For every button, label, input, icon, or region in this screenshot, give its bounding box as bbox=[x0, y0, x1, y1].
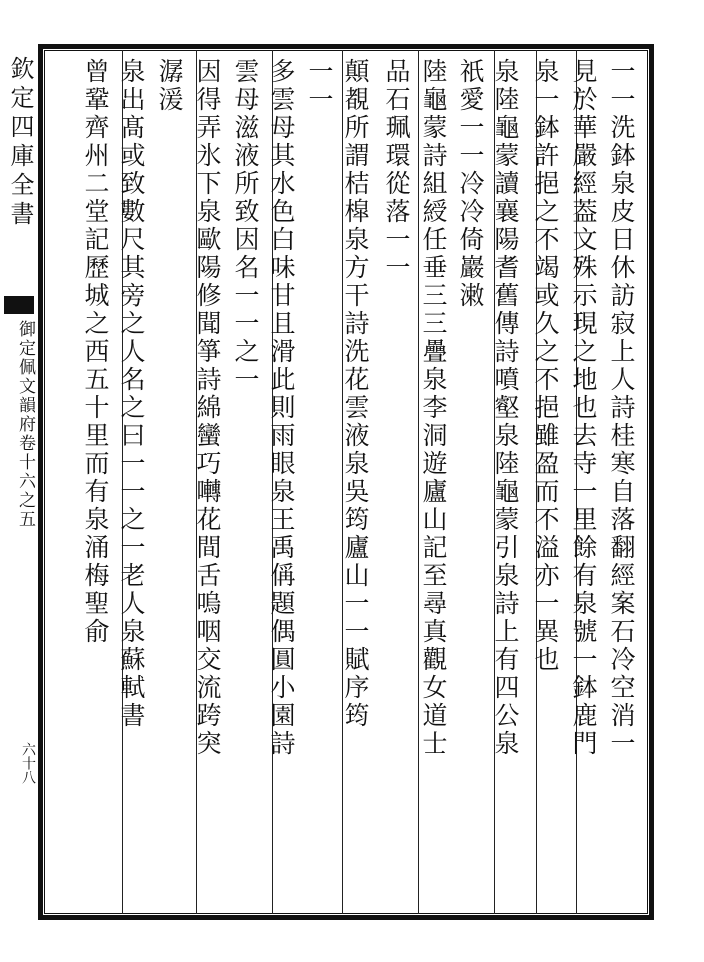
book-title: 欽定四庫全書 bbox=[6, 56, 34, 230]
text-column: 陸龜蒙詩組綬任垂三三疊泉李洞遊廬山記至尋真觀女道士 bbox=[419, 58, 448, 758]
text-column: 見於華嚴經葢文殊示現之地也去寺一里餘有泉號一鉢鹿門 bbox=[569, 58, 598, 758]
text-column: 一一洗鉢泉皮日休訪寂上人詩桂寒自落翻經案石冷空消一 bbox=[607, 58, 636, 758]
text-column: 泉出髙或致數尺其旁之人名之曰一一之一老人泉蘇軾書 bbox=[117, 58, 146, 730]
fishtail-mark bbox=[4, 296, 34, 314]
text-column: 多雲母其水色白味甘且滑此則雨眼泉王禹偁題偶圓小園詩 bbox=[267, 58, 296, 758]
volume-title: 御定佩文韻府卷十六之五 bbox=[15, 320, 35, 529]
text-column: 品石珮環從落一一 bbox=[382, 58, 411, 282]
page-number: 六十八 bbox=[20, 742, 36, 784]
text-column: 祇愛一一冷冷倚巖潄 bbox=[456, 58, 485, 310]
text-column: 一一 bbox=[305, 58, 334, 114]
text-column: 潺湲 bbox=[155, 58, 184, 114]
text-column: 因得弄氷下泉歐陽修聞箏詩綿蠻巧囀花間舌嗚咽交流跨突 bbox=[193, 58, 222, 758]
text-column: 顛覩所謂桔槹泉方干詩洗花雲液泉吳筠廬山一一賦序筠 bbox=[341, 58, 370, 730]
text-column: 雲母滋液所致因名一一之一 bbox=[231, 58, 260, 394]
text-column: 泉一鉢許挹之不竭或久之不挹雖盈而不溢亦一異也 bbox=[531, 58, 560, 674]
text-column: 泉陸龜蒙讀襄陽耆舊傳詩噴壑泉陸龜蒙引泉詩上有四公泉 bbox=[491, 58, 520, 758]
text-column: 曾鞏齊州二堂記歷城之西五十里而有泉涌梅聖俞 bbox=[81, 58, 110, 646]
